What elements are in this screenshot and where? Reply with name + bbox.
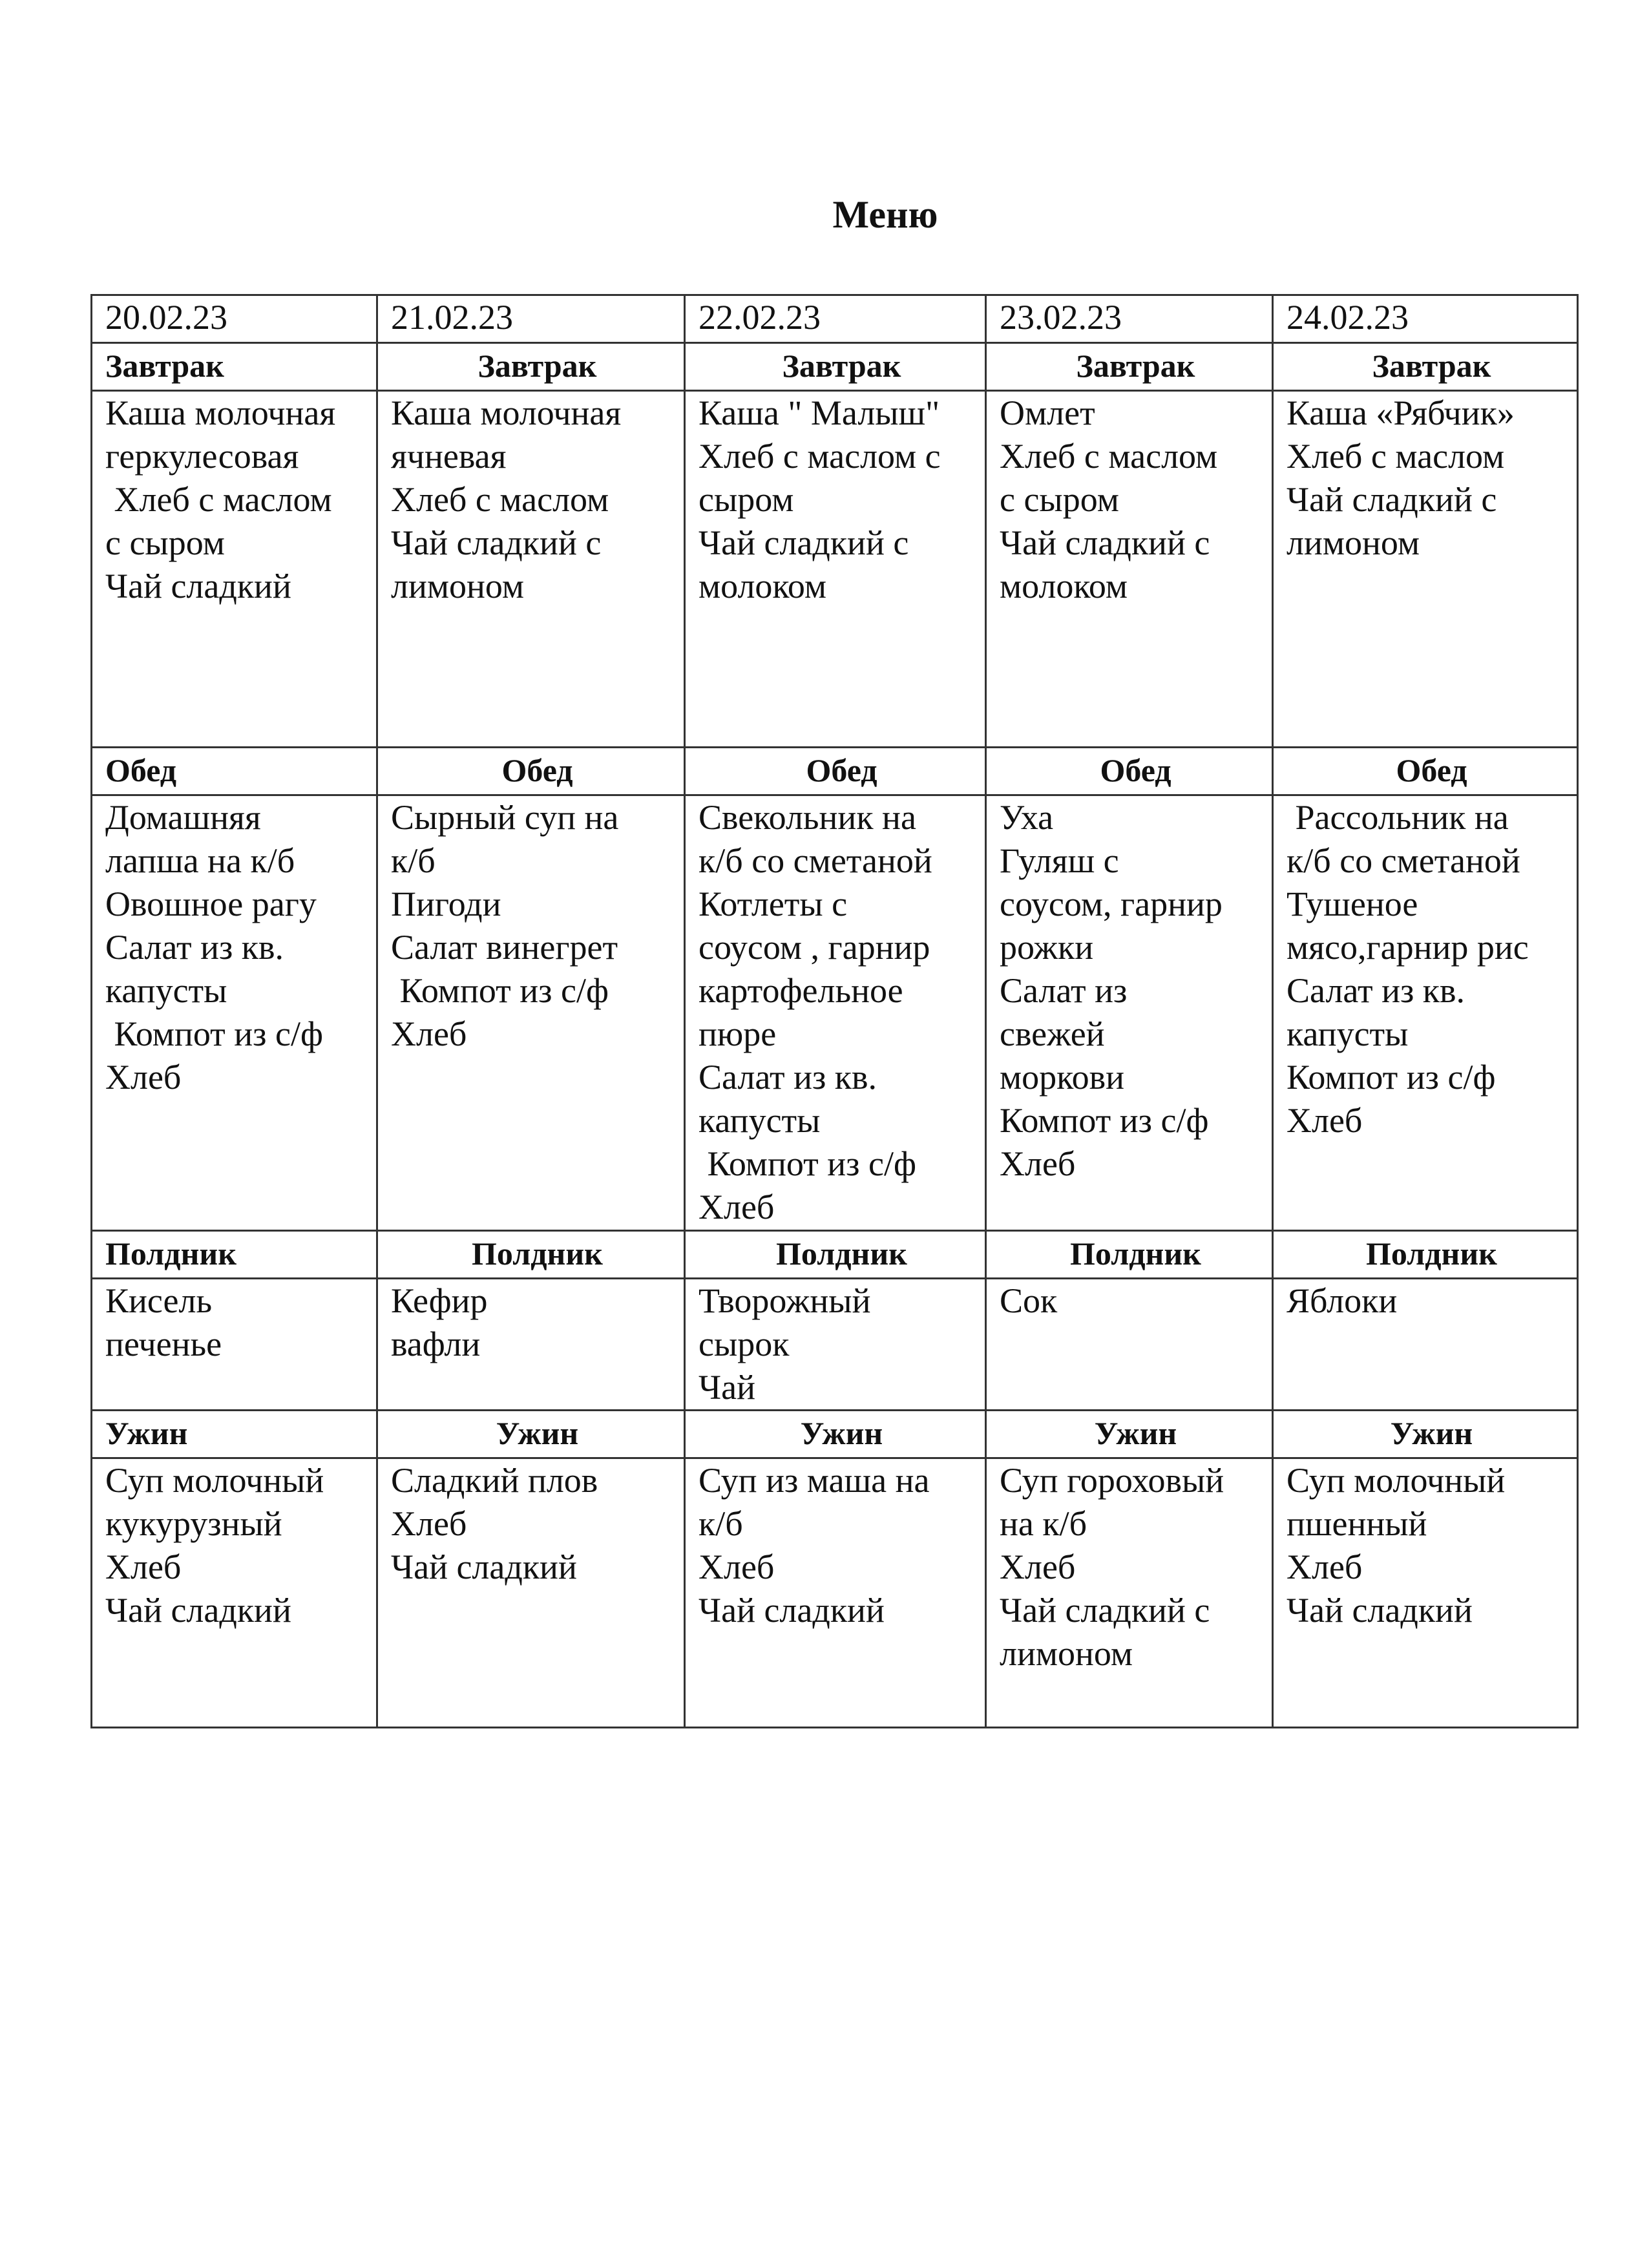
dish-line: сыром xyxy=(698,480,794,519)
dish-line: Сладкий плов xyxy=(391,1461,598,1500)
dish-line: Салат из кв. xyxy=(1287,971,1465,1010)
menu-table xyxy=(90,294,1579,1728)
snack-cell xyxy=(685,1279,986,1411)
dish-line: вафли xyxy=(391,1325,481,1363)
dish-line: Хлеб xyxy=(391,1504,467,1543)
dish-line: с сыром xyxy=(105,523,225,562)
dish-line: Чай сладкий xyxy=(391,1548,577,1586)
dinner-cell xyxy=(1273,1458,1578,1728)
dish-line: Кисель xyxy=(105,1281,213,1320)
lunch-header-row xyxy=(92,748,1578,795)
dish-line: Хлеб с маслом xyxy=(105,480,332,519)
dish-line: капусты xyxy=(1287,1014,1409,1053)
dish-line: Хлеб xyxy=(1287,1548,1363,1586)
meal-label: Обед xyxy=(685,748,986,795)
dish-line: Компот из с/ф xyxy=(698,1144,916,1183)
snack-header-row xyxy=(92,1231,1578,1279)
dish-line: к/б со сметаной xyxy=(1287,841,1520,880)
dish-line: Кефир xyxy=(391,1281,488,1320)
lunch-cell xyxy=(685,795,986,1231)
breakfast-cell xyxy=(377,391,685,748)
dish-line: Компот из с/ф xyxy=(391,971,609,1010)
dish-line: к/б xyxy=(698,1504,743,1543)
meal-label: Полдник xyxy=(1273,1231,1578,1279)
meal-label: Ужин xyxy=(1273,1411,1578,1458)
dish-line: Суп из маша на xyxy=(698,1461,930,1500)
dish-line: соусом , гарнир xyxy=(698,928,930,967)
dish-line: Творожный xyxy=(698,1281,871,1320)
dish-line: Салат из xyxy=(1000,971,1128,1010)
dish-line: Омлет xyxy=(1000,394,1095,432)
snack-cell xyxy=(92,1279,377,1411)
dish-line: Каша «Рябчик» xyxy=(1287,394,1515,432)
dish-line: Чай сладкий с xyxy=(698,523,909,562)
dish-line: молоком xyxy=(1000,567,1128,605)
dish-line: лимоном xyxy=(1000,1634,1133,1673)
dish-line: к/б xyxy=(391,841,436,880)
date-cell: 21.02.23 xyxy=(377,295,685,343)
dish-line: Хлеб xyxy=(391,1014,467,1053)
dish-line: Чай сладкий xyxy=(105,1591,291,1630)
dish-line: Суп молочный xyxy=(1287,1461,1506,1500)
dish-line: капусты xyxy=(698,1101,821,1140)
meal-label: Обед xyxy=(1273,748,1578,795)
dish-line: Чай сладкий с xyxy=(1000,1591,1210,1630)
dish-line: Хлеб xyxy=(1000,1548,1076,1586)
dish-line: Хлеб с маслом xyxy=(1000,437,1218,476)
dish-line: Салат из кв. xyxy=(105,928,284,967)
dish-line: Тушеное xyxy=(1287,885,1418,923)
breakfast-cell xyxy=(986,391,1273,748)
meal-label: Полдник xyxy=(377,1231,685,1279)
dish-line: с сыром xyxy=(1000,480,1119,519)
dish-line: Хлеб xyxy=(698,1548,775,1586)
dish-line: Чай сладкий с xyxy=(391,523,602,562)
lunch-row xyxy=(92,795,1578,1231)
date-row xyxy=(92,295,1578,343)
dish-line: Хлеб xyxy=(698,1188,775,1226)
breakfast-row xyxy=(92,391,1578,748)
dish-line: Хлеб xyxy=(105,1058,182,1097)
dish-line: Чай xyxy=(698,1368,755,1407)
meal-label: Ужин xyxy=(377,1411,685,1458)
meal-label: Обед xyxy=(377,748,685,795)
dish-line: Рассольник на xyxy=(1287,798,1509,837)
dish-line: Чай сладкий xyxy=(698,1591,885,1630)
dish-line: Хлеб с маслом xyxy=(1287,437,1505,476)
meal-label: Полдник xyxy=(986,1231,1273,1279)
dish-line: капусты xyxy=(105,971,227,1010)
meal-label: Завтрак xyxy=(377,343,685,391)
dish-line: Хлеб xyxy=(1000,1144,1076,1183)
dinner-cell xyxy=(685,1458,986,1728)
dish-line: Чай сладкий xyxy=(1287,1591,1473,1630)
dinner-cell xyxy=(986,1458,1273,1728)
dish-line: Хлеб xyxy=(105,1548,182,1586)
meal-label: Завтрак xyxy=(986,343,1273,391)
dish-line: Суп молочный xyxy=(105,1461,324,1500)
meal-label: Обед xyxy=(92,748,377,795)
dish-line: Салат из кв. xyxy=(698,1058,877,1097)
dish-line: печенье xyxy=(105,1325,222,1363)
date-cell: 24.02.23 xyxy=(1273,295,1578,343)
dish-line: рожки xyxy=(1000,928,1094,967)
dish-line: Салат винегрет xyxy=(391,928,618,967)
date-cell: 20.02.23 xyxy=(92,295,377,343)
meal-label: Завтрак xyxy=(1273,343,1578,391)
dish-line: Свекольник на xyxy=(698,798,916,837)
breakfast-cell xyxy=(1273,391,1578,748)
dish-line: Чай сладкий xyxy=(105,567,291,605)
dish-line: Хлеб с маслом xyxy=(391,480,609,519)
dish-line: Домашняя xyxy=(105,798,261,837)
dish-line: Каша молочная xyxy=(105,394,336,432)
dish-line: мясо,гарнир рис xyxy=(1287,928,1529,967)
dish-line: свежей xyxy=(1000,1014,1105,1053)
snack-cell xyxy=(1273,1279,1578,1411)
meal-label: Полдник xyxy=(685,1231,986,1279)
meal-label: Завтрак xyxy=(92,343,377,391)
dish-line: Овошное рагу xyxy=(105,885,317,923)
dinner-cell xyxy=(377,1458,685,1728)
dish-line: пюре xyxy=(698,1014,777,1053)
dish-line: Котлеты с xyxy=(698,885,848,923)
dish-line: лимоном xyxy=(391,567,525,605)
dish-line: Каша " Малыш" xyxy=(698,394,940,432)
dish-line: моркови xyxy=(1000,1058,1125,1097)
dish-line: лапша на к/б xyxy=(105,841,295,880)
dish-line: Каша молочная xyxy=(391,394,622,432)
page-title: Меню xyxy=(832,193,938,236)
dish-line: Гуляш с xyxy=(1000,841,1119,880)
breakfast-cell xyxy=(92,391,377,748)
dish-line: картофельное xyxy=(698,971,903,1010)
dish-line: лимоном xyxy=(1287,523,1420,562)
dish-line: Суп гороховый xyxy=(1000,1461,1224,1500)
meal-label: Полдник xyxy=(92,1231,377,1279)
dish-line: Компот из с/ф xyxy=(1000,1101,1209,1140)
snack-cell xyxy=(377,1279,685,1411)
meal-label: Обед xyxy=(986,748,1273,795)
dish-line: Сырный суп на xyxy=(391,798,619,837)
dish-line: Пигоди xyxy=(391,885,501,923)
dish-line: соусом, гарнир xyxy=(1000,885,1223,923)
dish-line: пшенный xyxy=(1287,1504,1427,1543)
meal-label: Ужин xyxy=(685,1411,986,1458)
date-cell: 23.02.23 xyxy=(986,295,1273,343)
lunch-cell xyxy=(1273,795,1578,1231)
breakfast-cell xyxy=(685,391,986,748)
dish-line: Хлеб с маслом с xyxy=(698,437,941,476)
meal-label: Ужин xyxy=(92,1411,377,1458)
dish-line: на к/б xyxy=(1000,1504,1087,1543)
dish-line: Чай сладкий с xyxy=(1000,523,1210,562)
dish-line: Яблоки xyxy=(1287,1281,1398,1320)
dish-line: кукурузный xyxy=(105,1504,282,1543)
breakfast-header-row xyxy=(92,343,1578,391)
dinner-cell xyxy=(92,1458,377,1728)
date-cell: 22.02.23 xyxy=(685,295,986,343)
dish-line: Хлеб xyxy=(1287,1101,1363,1140)
snack-row xyxy=(92,1279,1578,1411)
lunch-cell xyxy=(986,795,1273,1231)
dish-line: сырок xyxy=(698,1325,790,1363)
dish-line: Уха xyxy=(1000,798,1054,837)
lunch-cell xyxy=(92,795,377,1231)
dish-line: Чай сладкий с xyxy=(1287,480,1497,519)
snack-cell xyxy=(986,1279,1273,1411)
dinner-row xyxy=(92,1458,1578,1728)
dish-line: к/б со сметаной xyxy=(698,841,932,880)
dish-line: Компот из с/ф xyxy=(1287,1058,1496,1097)
dish-line: ячневая xyxy=(391,437,507,476)
meal-label: Завтрак xyxy=(685,343,986,391)
dish-line: Компот из с/ф xyxy=(105,1014,323,1053)
dish-line: геркулесовая xyxy=(105,437,299,476)
dinner-header-row xyxy=(92,1411,1578,1458)
lunch-cell xyxy=(377,795,685,1231)
dish-line: молоком xyxy=(698,567,827,605)
meal-label: Ужин xyxy=(986,1411,1273,1458)
dish-line: Сок xyxy=(1000,1281,1058,1320)
